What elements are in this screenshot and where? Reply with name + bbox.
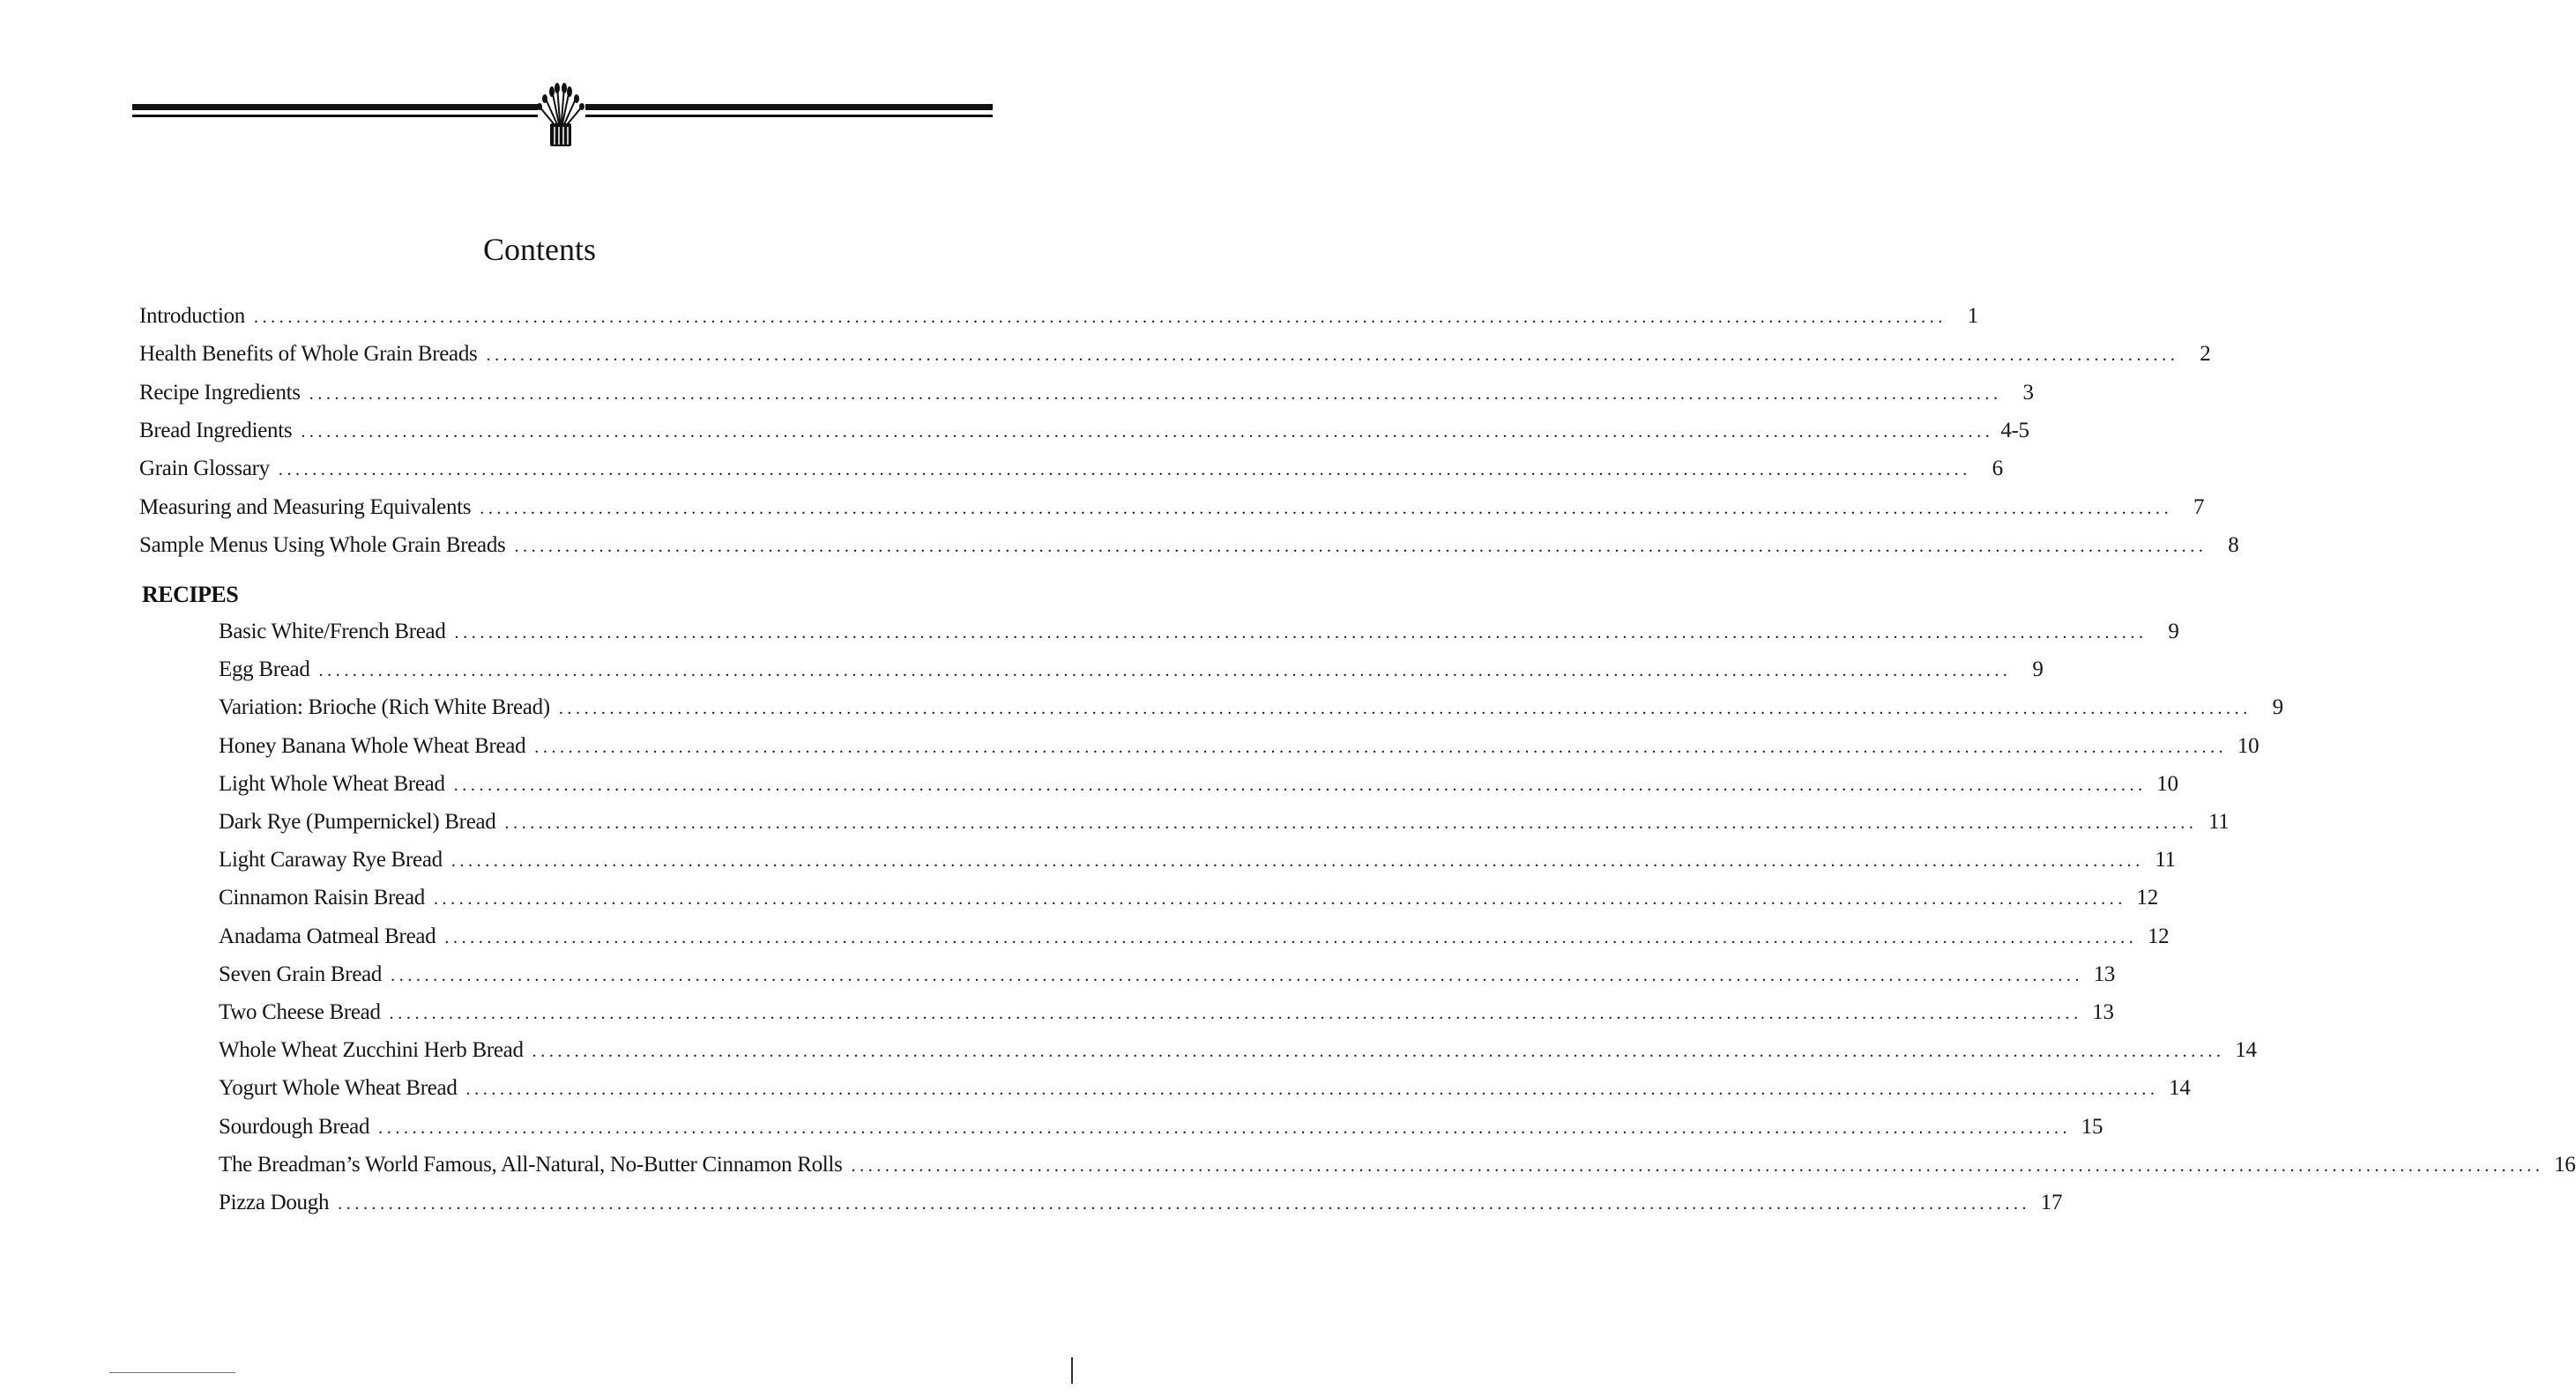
entry-title: Variation: Brioche (Rich White Bread) — [219, 695, 550, 720]
page-number: 9 — [2168, 620, 2179, 643]
dot-leader: ........................................................................................................................................................................................................ — [391, 965, 2084, 985]
header-rule-left — [132, 104, 538, 123]
page-number: 10 — [2237, 733, 2260, 758]
dot-leader: ........................................................................................................................................................................................................ — [378, 1118, 2072, 1138]
page-number: 16 — [2554, 1152, 2576, 1177]
header-rule-right — [585, 104, 993, 123]
contents-entry — [139, 494, 2205, 522]
page-number: 11 — [2208, 810, 2230, 834]
dot-leader: ........................................................................................................................................................................................................ — [450, 851, 2144, 872]
recipes-heading: RECIPES — [142, 582, 239, 607]
recipe-entry — [219, 1190, 2063, 1217]
dot-leader: ........................................................................................................................................................................................................ — [338, 1194, 2031, 1214]
recipe-entry — [219, 885, 2158, 912]
page-number: 10 — [2156, 771, 2178, 796]
contents-entry — [139, 341, 2211, 368]
dot-leader: ........................................................................................................................................................................................................ — [278, 460, 1971, 480]
entry-title: Seven Grain Bread — [219, 962, 383, 986]
recipe-entry — [219, 657, 2044, 684]
recipe-entry — [219, 771, 2178, 798]
dot-leader: ........................................................................................................................................................................................................ — [453, 775, 2147, 795]
contents-entry — [139, 418, 2029, 445]
entry-title: Health Benefits of Whole Grain Breads — [139, 342, 478, 367]
page-number: 11 — [2155, 848, 2176, 872]
entry-title: Basic White/French Bread — [219, 620, 446, 643]
entry-title: Yogurt Whole Wheat Bread — [219, 1076, 458, 1101]
page-number: 17 — [2040, 1191, 2063, 1214]
page-number: 1 — [1967, 304, 1978, 328]
entry-title: Pizza Dough — [219, 1191, 330, 1214]
entry-title: The Breadman’s World Famous, All-Natural, No-Butter Cinnamon Rolls — [219, 1152, 843, 1177]
page-number: 12 — [2147, 924, 2170, 948]
dot-leader: ........................................................................................................................................................................................................ — [504, 813, 2198, 833]
recipe-entry — [219, 1037, 2257, 1065]
entry-title: Honey Banana Whole Wheat Bread — [219, 733, 526, 758]
recipe-entry — [219, 809, 2230, 836]
entry-title: Light Caraway Rye Bread — [219, 848, 443, 872]
recipe-entry — [219, 847, 2176, 874]
page-number: 14 — [2169, 1076, 2191, 1101]
dot-leader: ........................................................................................................................................................................................................ — [454, 623, 2148, 642]
page-number: 13 — [2093, 962, 2116, 986]
page-number: 14 — [2235, 1038, 2257, 1063]
dot-leader: ........................................................................................................................................................................................................ — [532, 1042, 2225, 1062]
recipe-entry — [219, 1152, 2576, 1179]
entry-title: Light Whole Wheat Bread — [219, 771, 445, 796]
dot-leader: ........................................................................................................................................................................................................ — [480, 498, 2173, 518]
contents-entry — [139, 303, 1978, 330]
entry-title: Whole Wheat Zucchini Herb Bread — [219, 1038, 524, 1063]
entry-title: Introduction — [139, 304, 245, 328]
dot-leader: ........................................................................................................................................................................................................ — [433, 889, 2126, 910]
entry-title: Bread Ingredients — [139, 418, 293, 442]
dot-leader: ........................................................................................................................................................................................................ — [851, 1155, 2544, 1176]
dot-leader: ........................................................................................................................................................................................................ — [309, 383, 2002, 404]
entry-title: Measuring and Measuring Equivalents — [139, 494, 472, 519]
recipe-entry — [219, 694, 2283, 722]
entry-title: Two Cheese Bread — [219, 1000, 381, 1024]
dot-leader: ........................................................................................................................................................................................................ — [444, 927, 2138, 947]
recipe-entry — [219, 1114, 2103, 1141]
contents-entry — [139, 456, 2003, 483]
entry-title: Dark Rye (Pumpernickel) Bread — [219, 810, 496, 834]
entry-title: Cinnamon Raisin Bread — [219, 886, 425, 910]
page-number: 4-5 — [2000, 418, 2029, 442]
dot-leader: ........................................................................................................................................................................................................ — [486, 345, 2179, 366]
page-number: 9 — [2032, 657, 2044, 682]
recipe-entry — [219, 619, 2179, 646]
entry-title: Recipe Ingredients — [139, 380, 301, 405]
entry-title: Sample Menus Using Whole Grain Breads — [139, 532, 506, 557]
edge-mark — [1071, 1357, 1073, 1384]
entry-title: Anadama Oatmeal Bread — [219, 924, 436, 948]
page-number: 9 — [2272, 695, 2283, 720]
entry-title: Egg Bread — [219, 657, 310, 682]
dot-leader: ........................................................................................................................................................................................................ — [558, 699, 2252, 719]
dot-leader: ........................................................................................................................................................................................................ — [514, 536, 2207, 556]
dot-leader: ........................................................................................................................................................................................................ — [253, 308, 1947, 327]
page-number: 13 — [2092, 1000, 2114, 1024]
dot-leader: ........................................................................................................................................................................................................ — [318, 661, 2012, 681]
page-number: 2 — [2200, 342, 2211, 367]
page-title: Contents — [482, 232, 596, 267]
page-number: 7 — [2193, 494, 2205, 519]
page-number: 3 — [2022, 380, 2034, 405]
page-number: 8 — [2228, 532, 2239, 557]
page-number: 12 — [2136, 886, 2158, 910]
contents-entry — [139, 532, 2239, 560]
recipe-entry — [219, 1075, 2191, 1103]
recipe-entry — [219, 733, 2260, 761]
dot-leader: ........................................................................................................................................................................................................ — [465, 1080, 2159, 1100]
wheat-sheaf-icon — [525, 79, 596, 150]
dot-leader: ........................................................................................................................................................................................................ — [301, 421, 1994, 442]
entry-title: Sourdough Bread — [219, 1114, 370, 1139]
page-number: 6 — [1992, 457, 2003, 481]
recipe-entry — [219, 999, 2114, 1027]
footer-rule — [109, 1372, 235, 1373]
dot-leader: ........................................................................................................................................................................................................ — [389, 1004, 2082, 1023]
recipe-entry — [219, 962, 2116, 989]
contents-entry — [139, 380, 2034, 407]
page-number: 15 — [2081, 1114, 2103, 1139]
dot-leader: ........................................................................................................................................................................................................ — [534, 737, 2228, 757]
recipe-entry — [219, 924, 2170, 951]
entry-title: Grain Glossary — [139, 457, 270, 481]
